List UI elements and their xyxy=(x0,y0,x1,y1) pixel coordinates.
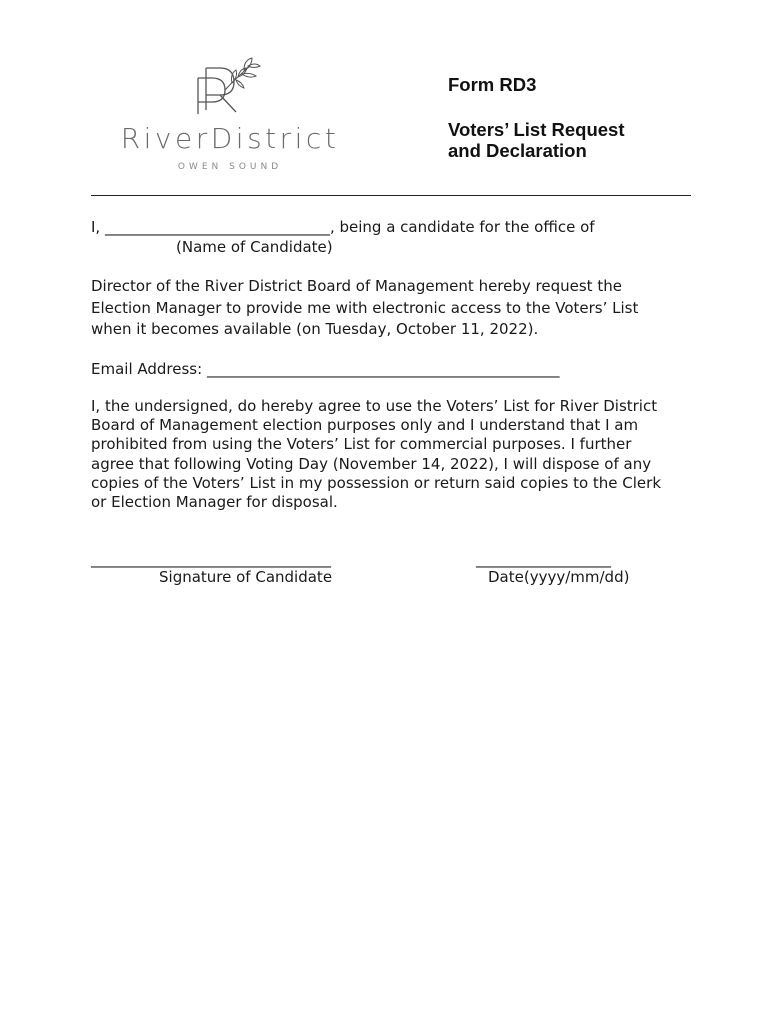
logo-subtitle: OWEN SOUND xyxy=(177,162,283,172)
date-line: __________________ xyxy=(476,550,611,568)
rd-monogram-branch-icon xyxy=(192,48,264,118)
request-line: Election Manager to provide me with electronic access to the Voters’ List xyxy=(91,298,639,317)
signature-line: ________________________________ xyxy=(91,550,331,568)
date-caption: Date(yyyy/mm/dd) xyxy=(488,568,630,586)
email-address-line: Email Address: _______________________________________________ xyxy=(91,360,560,378)
signature-caption: Signature of Candidate xyxy=(159,568,333,586)
agreement-line: prohibited from using the Voters’ List for commercial purposes. I further xyxy=(91,435,632,454)
agreement-line: I, the undersigned, do hereby agree to use the Voters’ List for River District xyxy=(91,397,658,415)
candidate-name-line: I, ______________________________, being a candidate for the office of xyxy=(91,218,595,236)
form-heading xyxy=(448,74,708,161)
request-paragraph xyxy=(91,276,691,341)
header-divider xyxy=(91,195,691,196)
agreement-line: Board of Management election purposes only and I understand that I am xyxy=(91,416,639,435)
form-title-line-1: Voters’ List Request xyxy=(448,119,625,140)
request-line: Director of the River District Board of Management hereby request the xyxy=(91,277,622,295)
agreement-line: or Election Manager for disposal. xyxy=(91,493,338,512)
river-district-logo xyxy=(100,48,360,178)
agreement-line: copies of the Voters’ List in my possession or return said copies to the Clerk xyxy=(91,473,661,492)
form-code: Form RD3 xyxy=(448,74,537,95)
logo-wordmark: RiverDistrict xyxy=(120,122,340,155)
request-line: when it becomes available (on Tuesday, October 11, 2022). xyxy=(91,320,539,338)
agreement-line: agree that following Voting Day (November 14, 2022), I will dispose of any xyxy=(91,454,652,473)
form-title-line-2: and Declaration xyxy=(448,140,587,161)
candidate-name-caption: (Name of Candidate) xyxy=(176,238,333,256)
agreement-paragraph xyxy=(91,397,691,512)
